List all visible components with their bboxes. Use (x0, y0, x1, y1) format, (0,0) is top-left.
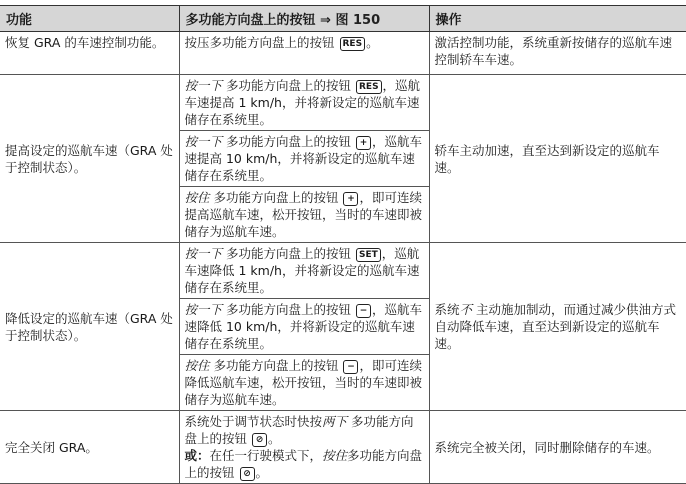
function-cell: 恢复 GRA 的车速控制功能。 (0, 32, 179, 75)
action-text: ，巡航车速降低 10 km/h，并将新设定的巡航车速储存在系统里。 (184, 302, 422, 351)
figure-link[interactable]: 图 150 (335, 13, 381, 28)
operation-cell (429, 243, 686, 411)
action-text: 在任一行驶模式下， (209, 448, 323, 463)
emphasis-text: 按住 (184, 358, 210, 373)
emphasis-text: 按一下 (184, 134, 223, 149)
emphasis-text: 不 (459, 302, 473, 317)
action-text: 多功能方向盘上的按钮 (222, 246, 351, 261)
res-key-icon: RES (340, 37, 366, 51)
action-text: 多功能方向盘上的按钮 (184, 414, 414, 446)
emphasis-text: 按住 (184, 190, 210, 205)
action-text: 多功能方向盘上的按钮 (222, 78, 351, 93)
operation-text: 主动施加制动，而通过减少供油方式自动降低车速，直至达到新设定的巡航车速。 (434, 302, 677, 351)
operation-text: 系统 (434, 302, 460, 317)
header-operation: 操作 (429, 6, 686, 32)
table-header-row (0, 6, 686, 32)
action-text: ，巡航车速提高 1 km/h，并将新设定的巡航车速储存在系统里。 (184, 78, 421, 127)
header-button-label: 多功能方向盘上的按钮 ⇒ (185, 13, 331, 28)
set-key-icon: SET (356, 248, 381, 262)
cancel-key-icon: ⊘ (240, 467, 255, 481)
action-text: 系统处于调节状态时快按 (184, 414, 323, 429)
action-text: 多功能方向盘上的按钮 (222, 302, 351, 317)
table-row (0, 411, 686, 484)
button-cell (179, 299, 429, 355)
table-row (0, 243, 686, 299)
action-text: 多功能方向盘上的按钮 (184, 448, 423, 480)
or-label: 或： (184, 448, 210, 463)
button-cell (179, 243, 429, 299)
action-text: ，即可连续降低巡航车速，松开按钮，当时的车速即被储存为巡航车速。 (184, 358, 423, 407)
operation-cell: 激活控制功能，系统重新按储存的巡航车速控制轿车车速。 (429, 32, 686, 75)
action-text: 多功能方向盘上的按钮 (209, 358, 339, 373)
action-text: ，巡航车速提高 10 km/h，并将新设定的巡航车速储存在系统里。 (184, 134, 422, 183)
button-cell (179, 187, 429, 243)
plus-key-icon: + (356, 136, 371, 150)
action-text: 。 (268, 431, 281, 446)
minus-key-icon: − (343, 360, 358, 374)
action-text: 多功能方向盘上的按钮 (222, 134, 351, 149)
action-text: 按压多功能方向盘上的按钮 (184, 35, 335, 50)
operation-cell: 轿车主动加速，直至达到新设定的巡航车速。 (429, 75, 686, 243)
emphasis-text: 按住 (322, 448, 348, 463)
action-text: ，即可连续提高巡航车速，松开按钮，当时的车速即被储存为巡航车速。 (184, 190, 423, 239)
gra-function-table (0, 5, 686, 484)
table-row (0, 32, 686, 75)
action-text: 。 (255, 465, 269, 480)
plus-key-icon: + (343, 192, 358, 206)
button-cell (179, 355, 429, 411)
minus-key-icon: − (356, 304, 371, 318)
emphasis-text: 按一下 (184, 246, 223, 261)
table-row (0, 75, 686, 131)
res-key-icon: RES (356, 80, 382, 94)
emphasis-text: 按一下 (184, 78, 223, 93)
button-cell (179, 75, 429, 131)
button-cell (179, 411, 429, 484)
operation-cell: 系统完全被关闭，同时删除储存的车速。 (429, 411, 686, 484)
emphasis-text: 两下 (322, 414, 348, 429)
cancel-key-icon: ⊘ (252, 433, 267, 447)
button-cell (179, 32, 429, 75)
action-text: 多功能方向盘上的按钮 (209, 190, 339, 205)
emphasis-text: 按一下 (184, 302, 223, 317)
header-function: 功能 (0, 6, 179, 32)
action-text: 。 (366, 35, 379, 50)
function-cell: 提高设定的巡航车速（GRA 处于控制状态）。 (0, 75, 179, 243)
button-cell (179, 131, 429, 187)
header-button (179, 6, 429, 32)
action-text: ，巡航车速降低 1 km/h，并将新设定的巡航车速储存在系统里。 (184, 246, 420, 295)
function-cell: 降低设定的巡航车速（GRA 处于控制状态）。 (0, 243, 179, 411)
function-cell: 完全关闭 GRA。 (0, 411, 179, 484)
